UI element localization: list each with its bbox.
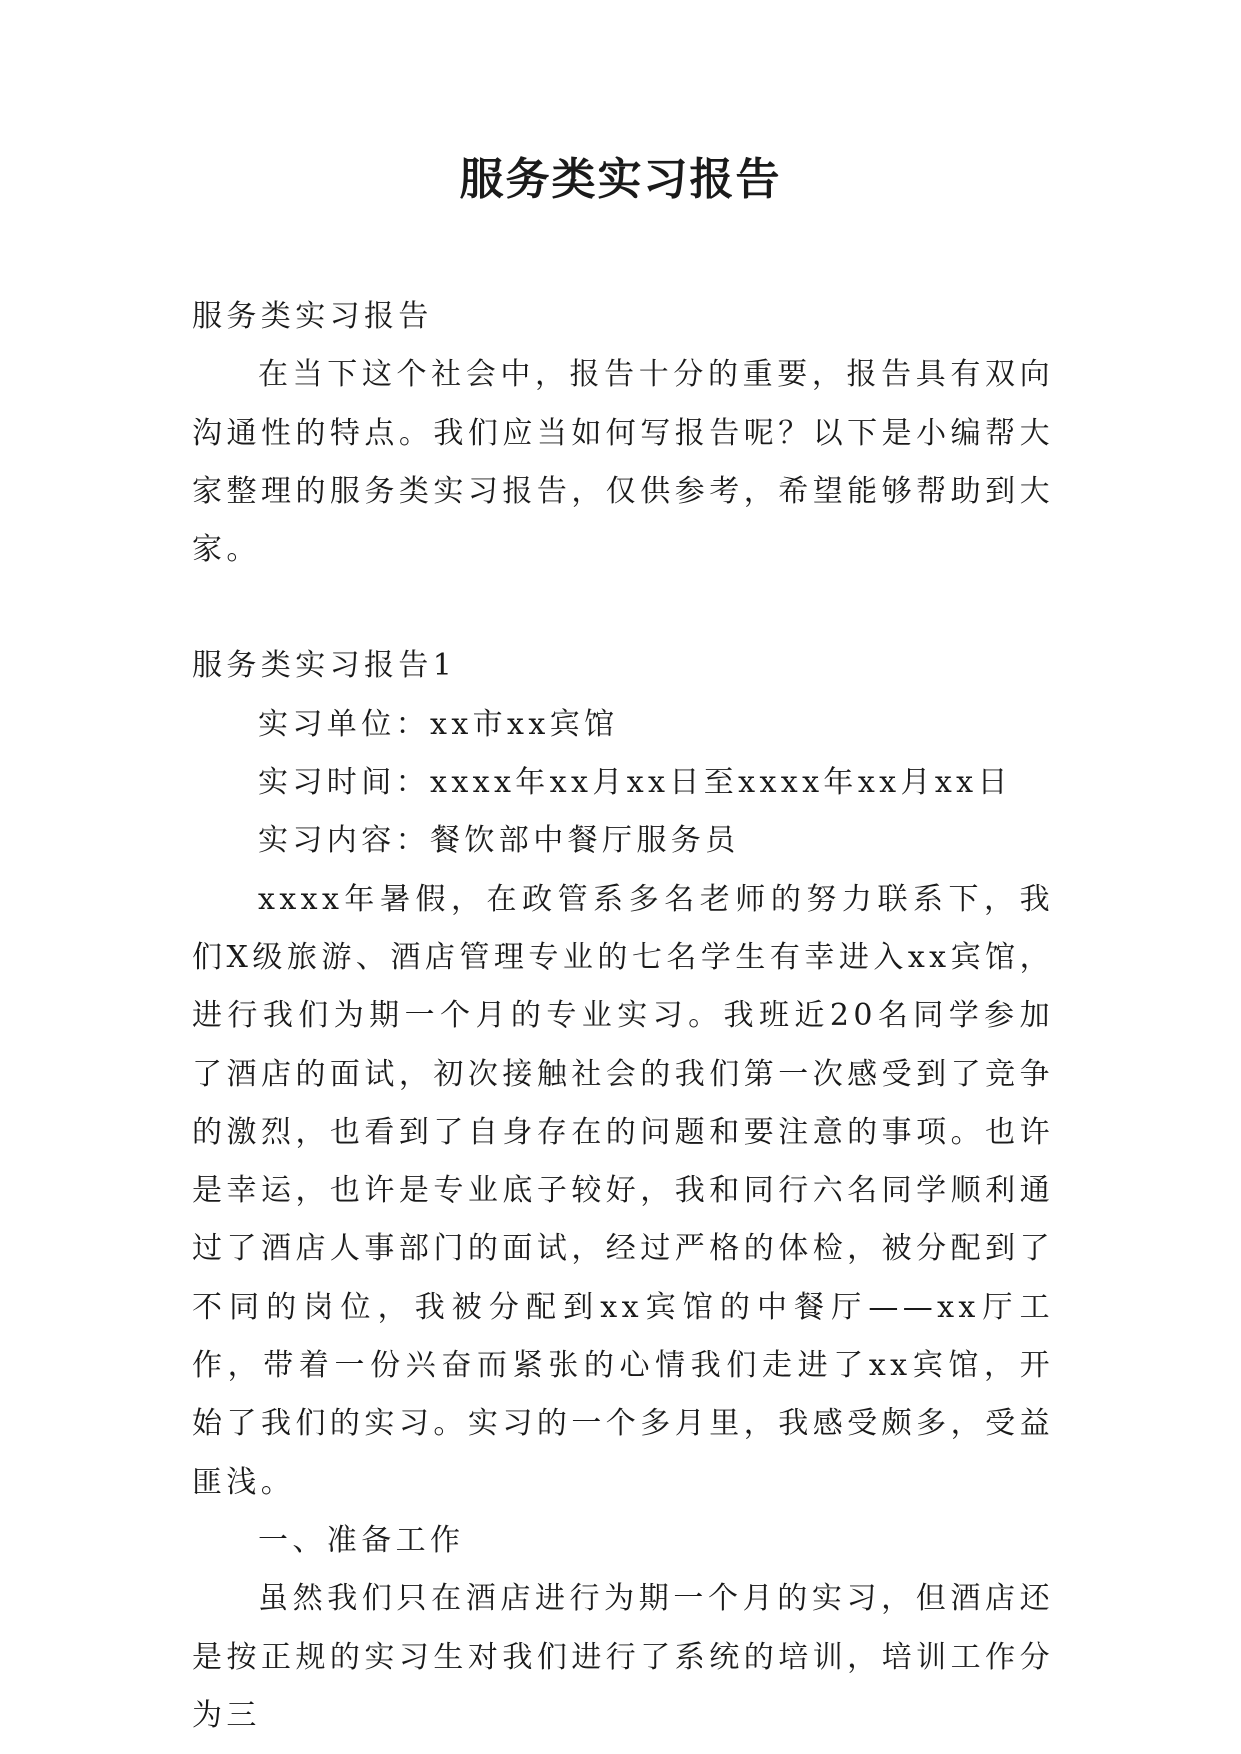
internship-time: 实习时间：xxxx年xx月xx日至xxxx年xx月xx日 [258, 765, 1012, 801]
paragraph-gap [192, 579, 1054, 637]
body-paragraph: xxxx年暑假，在政管系多名老师的努力联系下，我们X级旅游、酒店管理专业的七名学生有幸进入xx宾馆，进行我们为期一个月的专业实习。我班近20名同学参加了酒店的面试，初次接触社会的我们第一次感受到了竞争的激烈，也看到了自身存在的问题和要注意的事项。也许是幸运，也许是专业底子较好，我和同行六名同学顺利通过了酒店人事部门的面试，经过严格的体检，被分配到了不同的岗位，我被分配到xx宾馆的中餐厅——xx厅工作，带着一份兴奋而紧张的心情我们走进了xx宾馆，开始了我们的实习。实习的一个多月里，我感受颇多，受益匪浅。 [192, 881, 1054, 1500]
intro-paragraph: 在当下这个社会中，报告十分的重要，报告具有双向沟通性的特点。我们应当如何写报告呢？以下是小编帮大家整理的服务类实习报告，仅供参考，希望能够帮助到大家。 [192, 357, 1054, 568]
document-title: 服务类实习报告 [459, 154, 782, 205]
internship-unit: 实习单位：xx市xx宾馆 [258, 706, 619, 742]
section-heading: 服务类实习报告1 [192, 648, 457, 684]
internship-content: 实习内容：餐饮部中餐厅服务员 [258, 823, 740, 859]
report-subtitle: 服务类实习报告 [192, 299, 433, 334]
document-body [192, 288, 1054, 1745]
subheading-preparation: 一、准备工作 [258, 1522, 465, 1558]
body-paragraph-training: 虽然我们只在酒店进行为期一个月的实习，但酒店还是按正规的实习生对我们进行了系统的培训，培训工作分为三 [192, 1581, 1054, 1733]
